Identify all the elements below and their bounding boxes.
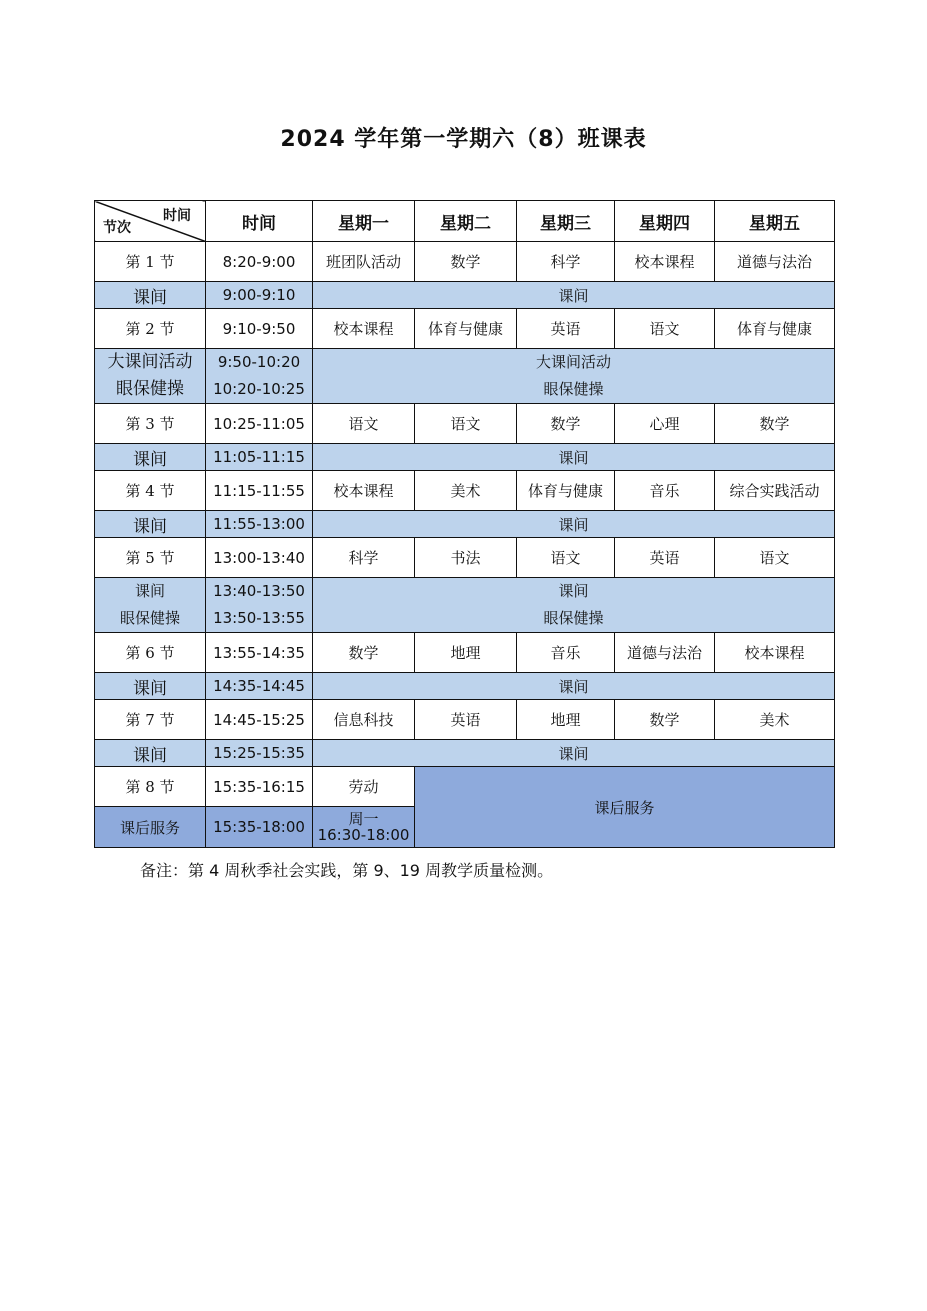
class-cell: 地理 bbox=[517, 700, 615, 740]
class-cell: 英语 bbox=[415, 700, 517, 740]
period-row-6 bbox=[95, 633, 835, 673]
period-time: 15:35-16:15 bbox=[206, 767, 313, 807]
class-cell: 语文 bbox=[615, 309, 715, 349]
eye-break-time bbox=[206, 578, 313, 633]
break-row-3 bbox=[95, 444, 835, 471]
break-activity: 课间 bbox=[313, 673, 835, 700]
class-cell: 语文 bbox=[517, 538, 615, 578]
after-school-monday-day: 周一 bbox=[348, 810, 379, 828]
eye-break-time-line2: 13:50-13:55 bbox=[213, 609, 305, 627]
class-cell: 道德与法治 bbox=[615, 633, 715, 673]
class-cell: 体育与健康 bbox=[517, 471, 615, 511]
class-cell: 数学 bbox=[517, 404, 615, 444]
break-label: 课间 bbox=[95, 673, 206, 700]
big-break-label bbox=[95, 349, 206, 404]
class-cell: 英语 bbox=[615, 538, 715, 578]
class-cell: 地理 bbox=[415, 633, 517, 673]
big-break-time bbox=[206, 349, 313, 404]
class-cell: 体育与健康 bbox=[415, 309, 517, 349]
corner-period-label: 节次 bbox=[103, 220, 131, 236]
period-time: 13:55-14:35 bbox=[206, 633, 313, 673]
day-header-thursday: 星期四 bbox=[615, 201, 715, 242]
after-school-label: 课后服务 bbox=[95, 807, 206, 848]
break-label: 课间 bbox=[95, 740, 206, 767]
class-cell: 信息科技 bbox=[313, 700, 415, 740]
period-label: 第 8 节 bbox=[95, 767, 206, 807]
break-activity: 课间 bbox=[313, 511, 835, 538]
class-cell: 数学 bbox=[313, 633, 415, 673]
big-break-label-line1: 大课间活动 bbox=[107, 352, 193, 372]
break-row-7 bbox=[95, 740, 835, 767]
big-break-activity-line1: 大课间活动 bbox=[535, 353, 611, 371]
class-cell: 音乐 bbox=[517, 633, 615, 673]
corner-time-label: 时间 bbox=[163, 208, 191, 224]
class-cell-labor: 劳动 bbox=[313, 767, 415, 807]
after-school-monday-time: 16:30-18:00 bbox=[317, 826, 410, 844]
break-time: 11:05-11:15 bbox=[206, 444, 313, 471]
period-time: 9:10-9:50 bbox=[206, 309, 313, 349]
class-cell: 校本课程 bbox=[313, 471, 415, 511]
period-label: 第 6 节 bbox=[95, 633, 206, 673]
period-row-8 bbox=[95, 767, 835, 807]
class-cell: 书法 bbox=[415, 538, 517, 578]
period-row-1 bbox=[95, 242, 835, 282]
break-activity: 课间 bbox=[313, 282, 835, 309]
class-cell: 综合实践活动 bbox=[715, 471, 835, 511]
class-cell: 数学 bbox=[615, 700, 715, 740]
class-cell: 音乐 bbox=[615, 471, 715, 511]
period-time: 13:00-13:40 bbox=[206, 538, 313, 578]
day-header-wednesday: 星期三 bbox=[517, 201, 615, 242]
period-time: 8:20-9:00 bbox=[206, 242, 313, 282]
period-row-7 bbox=[95, 700, 835, 740]
class-cell: 英语 bbox=[517, 309, 615, 349]
after-school-time: 15:35-18:00 bbox=[206, 807, 313, 848]
after-school-monday-cell bbox=[313, 807, 415, 848]
eye-exercise-row bbox=[95, 578, 835, 633]
class-cell: 语文 bbox=[415, 404, 517, 444]
break-row-4 bbox=[95, 511, 835, 538]
break-activity: 课间 bbox=[313, 444, 835, 471]
eye-break-label-line1: 课间 bbox=[134, 582, 165, 600]
corner-header-cell bbox=[95, 201, 206, 242]
eye-break-activity-line2: 眼保健操 bbox=[543, 609, 604, 627]
big-break-time-line2: 10:20-10:25 bbox=[213, 380, 305, 398]
eye-break-activity bbox=[313, 578, 835, 633]
class-cell: 校本课程 bbox=[715, 633, 835, 673]
period-label: 第 7 节 bbox=[95, 700, 206, 740]
break-label: 课间 bbox=[95, 511, 206, 538]
break-activity: 课间 bbox=[313, 740, 835, 767]
period-label: 第 2 节 bbox=[95, 309, 206, 349]
after-school-service-block: 课后服务 bbox=[415, 767, 835, 848]
break-label: 课间 bbox=[95, 444, 206, 471]
eye-break-activity-line1: 课间 bbox=[558, 582, 589, 600]
break-label: 课间 bbox=[95, 282, 206, 309]
header-row bbox=[95, 201, 835, 242]
day-header-monday: 星期一 bbox=[313, 201, 415, 242]
day-header-tuesday: 星期二 bbox=[415, 201, 517, 242]
class-cell: 数学 bbox=[715, 404, 835, 444]
class-cell: 美术 bbox=[715, 700, 835, 740]
break-time: 11:55-13:00 bbox=[206, 511, 313, 538]
class-cell: 语文 bbox=[313, 404, 415, 444]
class-cell: 美术 bbox=[415, 471, 517, 511]
class-cell: 科学 bbox=[313, 538, 415, 578]
class-cell: 语文 bbox=[715, 538, 835, 578]
big-break-activity bbox=[313, 349, 835, 404]
page-title: 2024 学年第一学期六（8）班课表 bbox=[280, 127, 647, 152]
period-label: 第 1 节 bbox=[95, 242, 206, 282]
big-break-time-line1: 9:50-10:20 bbox=[217, 353, 301, 371]
break-row-6 bbox=[95, 673, 835, 700]
class-cell: 科学 bbox=[517, 242, 615, 282]
footnote: 备注：第 4 周秋季社会实践，第 9、19 周教学质量检测。 bbox=[140, 861, 554, 880]
big-break-activity-line2: 眼保健操 bbox=[543, 380, 604, 398]
period-row-5 bbox=[95, 538, 835, 578]
period-time: 11:15-11:55 bbox=[206, 471, 313, 511]
period-time: 10:25-11:05 bbox=[206, 404, 313, 444]
class-cell: 心理 bbox=[615, 404, 715, 444]
period-row-2 bbox=[95, 309, 835, 349]
eye-exercise-label: 眼保健操 bbox=[116, 379, 184, 399]
period-time: 14:45-15:25 bbox=[206, 700, 313, 740]
break-time: 14:35-14:45 bbox=[206, 673, 313, 700]
time-column-header: 时间 bbox=[206, 201, 313, 242]
break-row-1 bbox=[95, 282, 835, 309]
eye-break-label bbox=[95, 578, 206, 633]
period-row-4 bbox=[95, 471, 835, 511]
eye-break-time-line1: 13:40-13:50 bbox=[213, 582, 305, 600]
break-time: 9:00-9:10 bbox=[206, 282, 313, 309]
eye-break-label-line2: 眼保健操 bbox=[119, 609, 180, 627]
big-break-row bbox=[95, 349, 835, 404]
period-label: 第 3 节 bbox=[95, 404, 206, 444]
class-cell: 道德与法治 bbox=[715, 242, 835, 282]
timetable bbox=[94, 200, 835, 848]
period-label: 第 5 节 bbox=[95, 538, 206, 578]
class-cell: 体育与健康 bbox=[715, 309, 835, 349]
day-header-friday: 星期五 bbox=[715, 201, 835, 242]
period-label: 第 4 节 bbox=[95, 471, 206, 511]
class-cell: 校本课程 bbox=[615, 242, 715, 282]
class-cell: 校本课程 bbox=[313, 309, 415, 349]
break-time: 15:25-15:35 bbox=[206, 740, 313, 767]
period-row-3 bbox=[95, 404, 835, 444]
class-cell: 班团队活动 bbox=[313, 242, 415, 282]
class-cell: 数学 bbox=[415, 242, 517, 282]
